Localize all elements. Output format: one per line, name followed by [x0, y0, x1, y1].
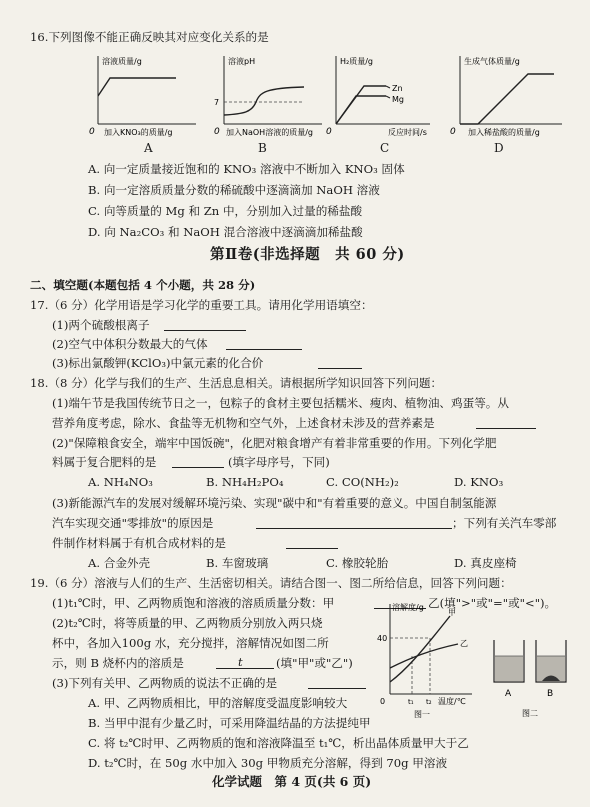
q19-line-2: (2)t₂℃时，将等质量的甲、乙两物质分别放入两只烧: [52, 616, 323, 630]
q18-line-5: (3)新能源汽车的发展对缓解环境污染、实现"碳中和"有着重要的意义。中国自制氢能源: [52, 496, 497, 510]
q18-line-8: 件制作材料属于有机合成材料的是: [52, 536, 226, 550]
q19-figure-1: [376, 598, 476, 720]
q17-blank-3: [318, 368, 362, 369]
q16-option-d: D. 向 Na₂CO₃ 和 NaOH 混合溶液中逐滴滴加稀盐酸: [88, 225, 363, 239]
q16-graph-d: [444, 52, 568, 138]
q16-graph-a: [84, 52, 204, 138]
q18-line-1: (1)端午节是我国传统节日之一，包粽子的食材主要包括糯米、瘦肉、植物油、鸡蛋等。从: [52, 396, 509, 410]
fig1-ylabel: 溶解度/g: [392, 603, 424, 612]
q18-fert-a: A. NH₄NO₃: [88, 475, 153, 489]
q18-mat-a: A. 合金外壳: [88, 556, 151, 570]
q16-letter-b: B: [258, 141, 267, 155]
q17-item-2: (2)空气中体积分数最大的气体: [52, 337, 208, 351]
q19-line-1: (1)t₁℃时，甲、乙两物质饱和溶液的溶质质量分数：甲: [52, 596, 335, 610]
q17-blank-1: [164, 330, 246, 331]
q18-line-7: ；下列有关汽车零部: [452, 516, 557, 530]
q19-line-3: 杯中，各加入100g 水，充分搅拌，溶解情况如图二所: [52, 636, 329, 650]
q18-line-4: 料属于复合肥料的是: [52, 455, 157, 469]
q17-blank-2: [226, 349, 302, 350]
q16-graph-b: [204, 52, 328, 138]
fig1-t1: t₁: [408, 698, 414, 706]
q18-fill-hint: (填字母序号，下同): [228, 455, 330, 469]
q18-fert-d: D. KNO₃: [454, 475, 504, 489]
q19-option-d: D. t₂℃时，在 50g 水中加入 30g 甲物质充分溶解，得到 70g 甲溶液: [88, 756, 448, 770]
q16-a-xlabel: 加入KNO₃的质量/g: [104, 128, 173, 137]
q19-stem: 19.（6 分）溶液与人们的生产、生活密切相关。请结合图一、图二所给信息，回答下列问题：: [30, 576, 512, 590]
page-footer: 化学试题 第 4 页(共 6 页): [212, 774, 372, 789]
fig1-caption: 图一: [414, 710, 430, 719]
q16-d-xlabel: 加入稀盐酸的质量/g: [468, 128, 540, 137]
q19-answer-t: t: [238, 655, 243, 669]
q19-figure-2: [488, 636, 576, 720]
q16-letter-a: A: [144, 141, 153, 155]
fig1-series-yi: 乙: [460, 639, 468, 648]
q19-line-4b: (填"甲"或"乙"): [276, 656, 353, 670]
q16-c-zn: Zn: [392, 84, 403, 93]
q16-graph-c: [324, 52, 436, 138]
q18-blank-reason: [256, 528, 452, 529]
q16-letter-d: D: [494, 141, 504, 155]
section-2-title: 第Ⅱ卷(非选择题 共 60 分): [210, 246, 405, 263]
q16-c-mg: Mg: [392, 95, 404, 104]
q16-option-a: A. 向一定质量接近饱和的 KNO₃ 溶液中不断加入 KNO₃ 固体: [88, 162, 405, 176]
q19-option-b: B. 当甲中混有少量乙时，可采用降温结晶的方法提纯甲: [88, 716, 371, 730]
fig2-label-a: A: [505, 689, 512, 699]
q18-mat-c: C. 橡胶轮胎: [326, 556, 389, 570]
fig2-caption: 图二: [522, 709, 538, 718]
q18-fert-c: C. CO(NH₂)₂: [326, 475, 399, 489]
fig1-series-jia: 甲: [448, 608, 456, 617]
q16-b-mark7: 7: [214, 98, 220, 107]
fill-in-part-title: 二、填空题(本题包括 4 个小题，共 28 分): [30, 278, 256, 292]
q19-line-5: (3)下列有关甲、乙两物质的说法不正确的是: [52, 676, 278, 690]
q18-blank-fertilizer: [172, 467, 224, 468]
q16-b-ylabel: 溶液pH: [228, 57, 256, 66]
q16-b-origin: 0: [214, 127, 220, 137]
q19-line-4: 示，则 B 烧杯内的溶质是: [52, 656, 184, 670]
fig1-t2: t₂: [426, 698, 432, 706]
fig1-origin: 0: [380, 697, 386, 706]
q18-line-2: 营养角度考虑，除水、食盐等无机物和空气外，上述食材未涉及的营养素是: [52, 416, 435, 430]
q16-d-origin: 0: [450, 127, 456, 137]
q16-a-ylabel: 溶液质量/g: [102, 57, 142, 66]
q16-c-xlabel: 反应时间/s: [388, 128, 427, 137]
beaker-a: [494, 640, 524, 682]
q18-fert-b: B. NH₄H₂PO₄: [206, 475, 284, 489]
q16-c-origin: 0: [326, 127, 332, 137]
q18-blank-material: [286, 548, 338, 549]
q16-d-ylabel: 生成气体质量/g: [464, 57, 520, 66]
fig1-xlabel: 温度/℃: [438, 697, 466, 706]
q18-mat-d: D. 真皮座椅: [454, 556, 517, 570]
q17-item-1: (1)两个硫酸根离子: [52, 318, 150, 332]
q16-b-xlabel: 加入NaOH溶液的质量/g: [226, 128, 313, 137]
q19-blank-statement: [308, 688, 366, 689]
q16-option-c: C. 向等质量的 Mg 和 Zn 中，分别加入过量的稀盐酸: [88, 204, 363, 218]
q19-option-c: C. 将 t₂℃时甲、乙两物质的饱和溶液降温至 t₁℃，析出晶体质量甲大于乙: [88, 736, 469, 750]
q16-option-b: B. 向一定溶质质量分数的稀硫酸中逐滴滴加 NaOH 溶液: [88, 183, 380, 197]
q16-letter-c: C: [380, 141, 390, 155]
q16-c-ylabel: H₂质量/g: [340, 57, 373, 66]
fig2-label-b: B: [547, 689, 554, 699]
q17-item-3: (3)标出氯酸钾(KClO₃)中氯元素的化合价: [52, 356, 264, 370]
q18-line-3: (2)"保障粮食安全，端牢中国饭碗"，化肥对粮食增产有着非常重要的作用。下列化学肥: [52, 436, 497, 450]
q18-blank-nutrient: [476, 428, 536, 429]
q19-option-a: A. 甲、乙两物质相比，甲的溶解度受温度影响较大: [88, 696, 348, 710]
q19-blank-solute: [216, 668, 274, 669]
q16-a-origin: 0: [89, 127, 95, 137]
q18-mat-b: B. 车窗玻璃: [206, 556, 269, 570]
q18-line-6: 汽车实现交通"零排放"的原因是: [52, 516, 214, 530]
beaker-b: [536, 640, 566, 682]
q19-line-1b: 乙(填">"或"="或"<")。: [428, 596, 557, 610]
q18-stem: 18.（8 分）化学与我们的生产、生活息息相关。请根据所学知识回答下列问题：: [30, 376, 443, 390]
q16-stem: 16.下列图像不能正确反映其对应变化关系的是: [30, 30, 269, 44]
fig1-tick-40: 40: [377, 634, 388, 643]
q17-stem: 17.（6 分）化学用语是学习化学的重要工具。请用化学用语填空：: [30, 298, 373, 312]
